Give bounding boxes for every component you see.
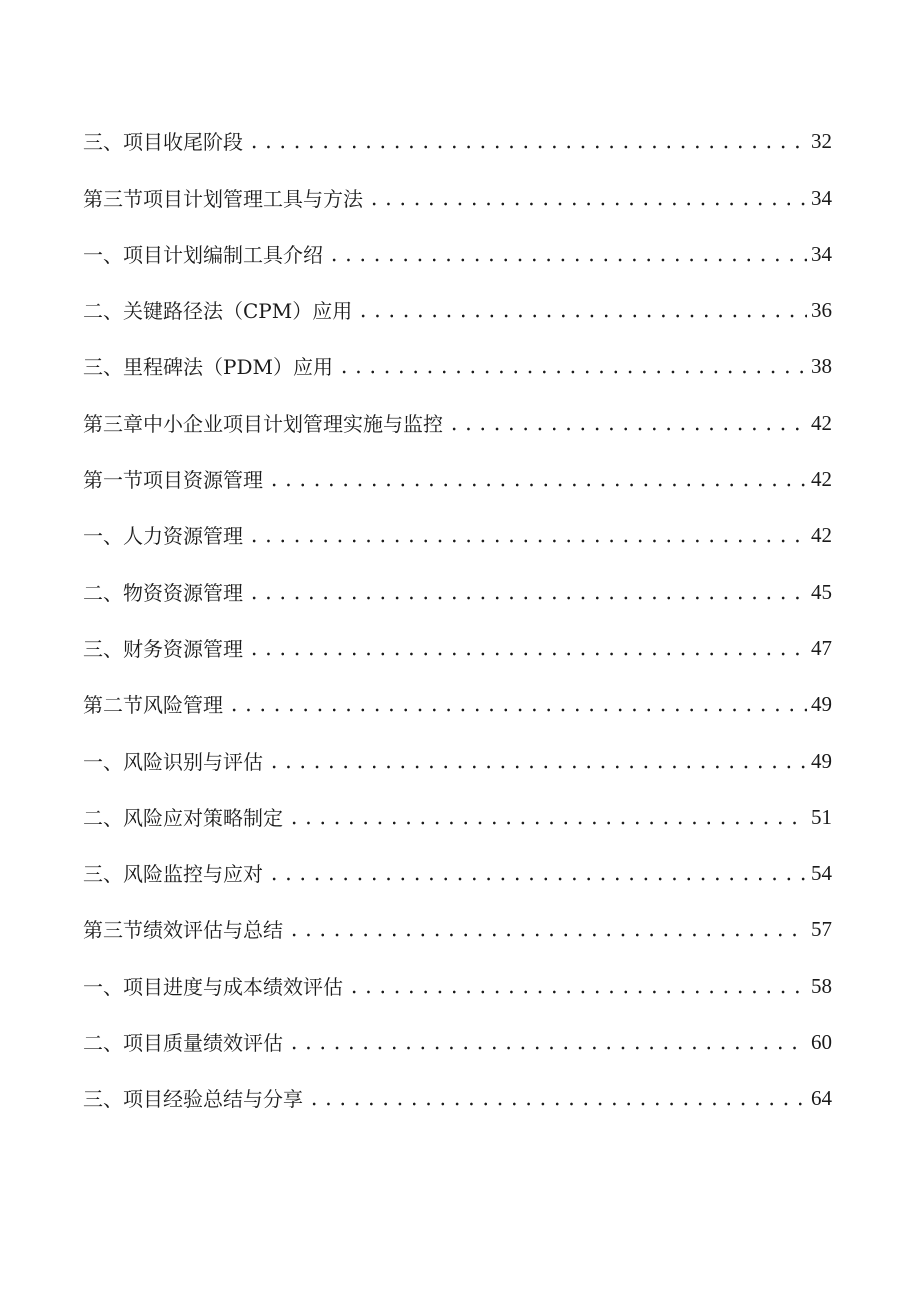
toc-entry-title: 一、人力资源管理 — [83, 524, 243, 549]
toc-entry-page: 64 — [811, 1086, 832, 1111]
toc-entry-page: 49 — [811, 692, 832, 717]
toc-entry-title: 三、财务资源管理 — [83, 636, 243, 661]
toc-entry-page: 42 — [811, 523, 832, 548]
toc-entry[interactable] — [83, 623, 832, 679]
toc-dot-leader — [267, 483, 807, 487]
toc-entry-title: 二、项目质量绩效评估 — [83, 1031, 283, 1056]
toc-entry-title: 第三章中小企业项目计划管理实施与监控 — [83, 411, 443, 436]
toc-entry[interactable] — [83, 510, 832, 566]
toc-entry-page: 54 — [811, 861, 832, 886]
toc-entry-page: 58 — [811, 973, 832, 998]
toc-entry-title: 第一节项目资源管理 — [83, 468, 263, 493]
toc-dot-leader — [327, 258, 807, 262]
toc-entry-title: 第三节项目计划管理工具与方法 — [83, 186, 363, 211]
toc-entry-title: 二、风险应对策略制定 — [83, 805, 283, 830]
toc-entry-page: 60 — [811, 1030, 832, 1055]
toc-dot-leader — [367, 202, 807, 206]
toc-dot-leader — [287, 821, 807, 825]
toc-dot-leader — [337, 370, 807, 374]
toc-entry[interactable] — [83, 397, 832, 453]
toc-entry-title: 一、风险识别与评估 — [83, 749, 263, 774]
toc-entry[interactable] — [83, 285, 832, 341]
toc-entry[interactable] — [83, 229, 832, 285]
toc-entry-title: 第三节绩效评估与总结 — [83, 918, 283, 943]
toc-entry-page: 42 — [811, 410, 832, 435]
toc-entry[interactable] — [83, 792, 832, 848]
toc-entry-title: 三、项目收尾阶段 — [83, 130, 243, 155]
toc-entry[interactable] — [83, 341, 832, 397]
toc-entry-page: 32 — [811, 129, 832, 154]
toc-entry-page: 49 — [811, 748, 832, 773]
toc-entry-page: 34 — [811, 241, 832, 266]
toc-entry[interactable] — [83, 172, 832, 228]
toc-entry-title: 第二节风险管理 — [83, 693, 223, 718]
toc-entry-title: 三、风险监控与应对 — [83, 862, 263, 887]
toc-dot-leader — [356, 314, 807, 318]
toc-entry-page: 38 — [811, 354, 832, 379]
toc-entry[interactable] — [83, 454, 832, 510]
toc-entry-page: 34 — [811, 185, 832, 210]
toc-entry-page: 45 — [811, 579, 832, 604]
toc-dot-leader — [247, 596, 807, 600]
toc-entry[interactable] — [83, 116, 832, 172]
toc-dot-leader — [247, 539, 807, 543]
toc-entry-title: 三、项目经验总结与分享 — [83, 1087, 303, 1112]
toc-entry[interactable] — [83, 848, 832, 904]
toc-entry-page: 47 — [811, 635, 832, 660]
toc-entry-page: 42 — [811, 467, 832, 492]
toc-entry[interactable] — [83, 1017, 832, 1073]
toc-entry[interactable] — [83, 679, 832, 735]
toc-dot-leader — [287, 933, 807, 937]
toc-dot-leader — [267, 877, 807, 881]
toc-entry-page: 51 — [811, 804, 832, 829]
toc-entry-page: 36 — [811, 298, 832, 323]
toc-dot-leader — [307, 1102, 807, 1106]
toc-dot-leader — [247, 145, 807, 149]
toc-entry-title: 一、项目进度与成本绩效评估 — [83, 974, 343, 999]
toc-dot-leader — [227, 708, 807, 712]
toc-entry[interactable] — [83, 1073, 832, 1129]
table-of-contents — [83, 116, 832, 1129]
toc-entry-title: 二、物资资源管理 — [83, 580, 243, 605]
toc-entry[interactable] — [83, 735, 832, 791]
toc-entry[interactable] — [83, 566, 832, 622]
toc-entry-page: 57 — [811, 917, 832, 942]
toc-entry[interactable] — [83, 904, 832, 960]
toc-entry-title: 二、关键路径法（CPM）应用 — [83, 299, 353, 324]
toc-dot-leader — [447, 427, 807, 431]
toc-dot-leader — [247, 652, 807, 656]
toc-dot-leader — [347, 990, 807, 994]
toc-dot-leader — [287, 1046, 807, 1050]
toc-dot-leader — [267, 765, 807, 769]
toc-entry[interactable] — [83, 960, 832, 1016]
toc-entry-title: 三、里程碑法（PDM）应用 — [83, 355, 333, 380]
toc-entry-title: 一、项目计划编制工具介绍 — [83, 242, 323, 267]
